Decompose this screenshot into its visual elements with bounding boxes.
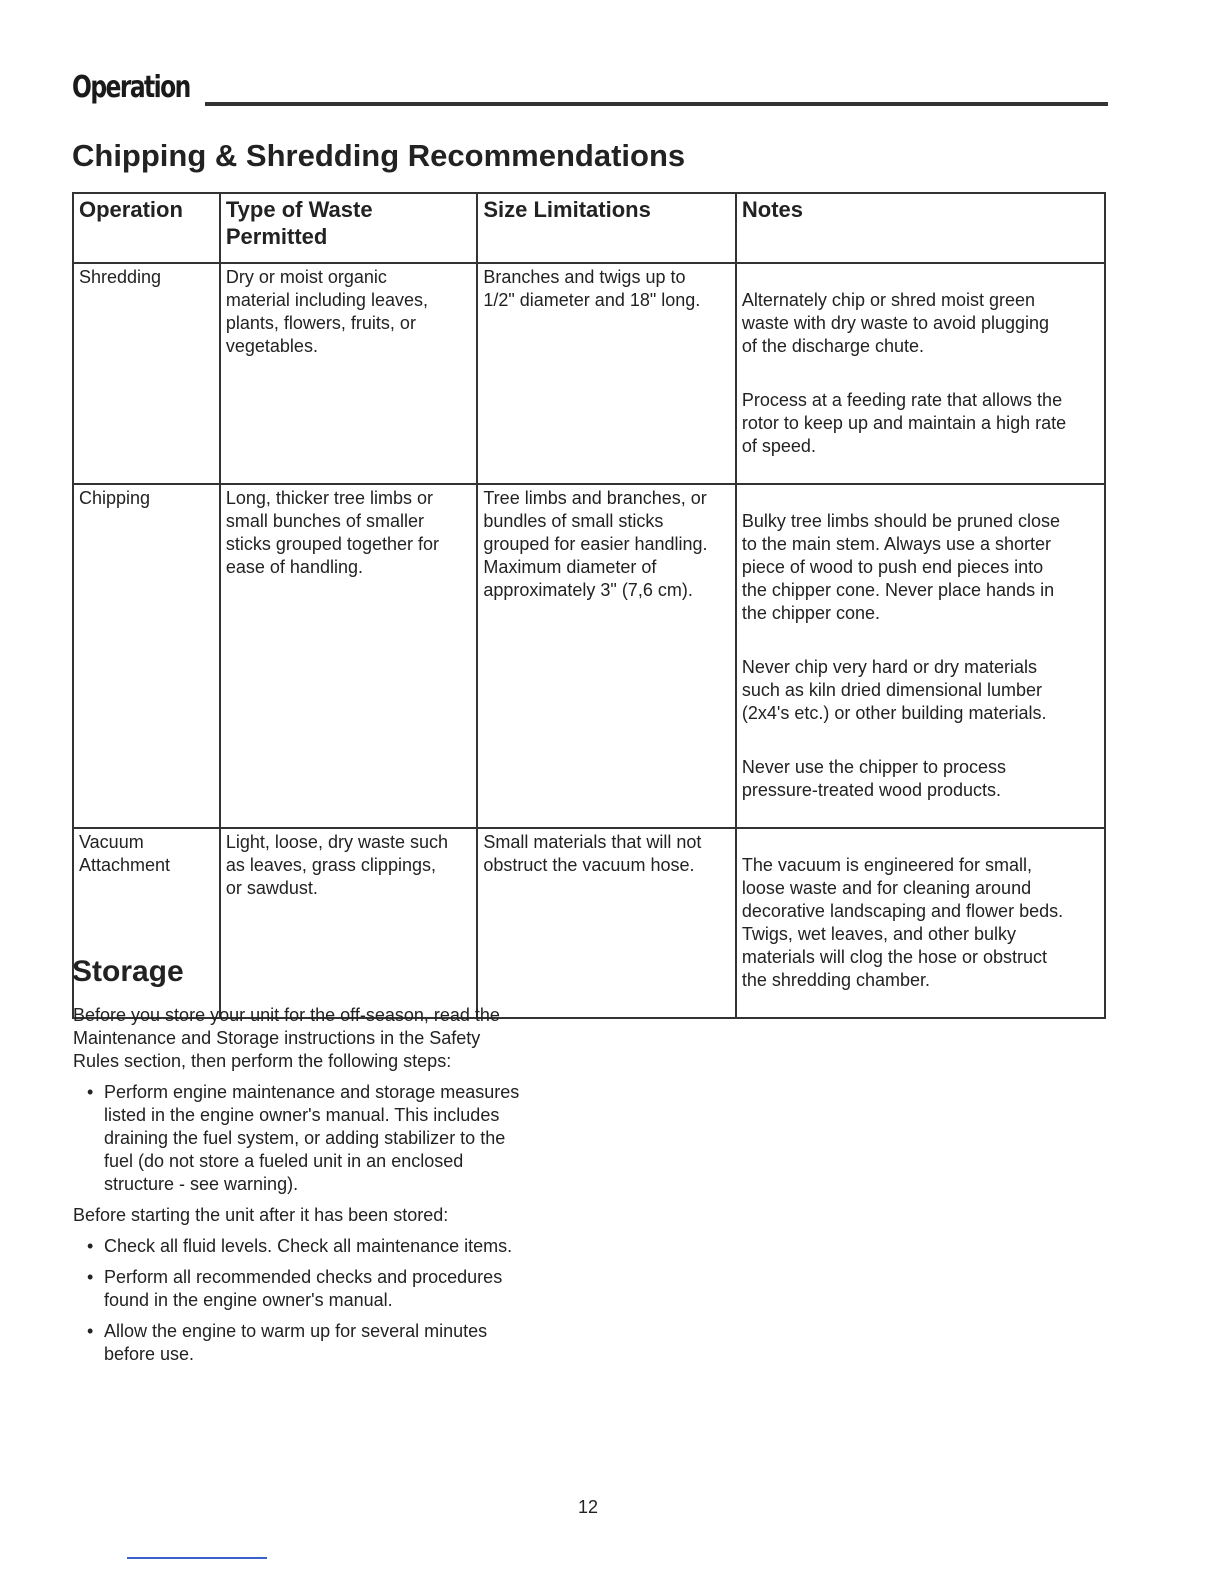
table-row: [73, 484, 1105, 828]
section-title: Operation: [72, 70, 190, 105]
list-item: • Perform engine maintenance and storage measures listed in the engine owner's manual. This includes draining the fuel system, or adding stabilizer to the fuel (do not store a fueled unit in an enclosed structure - see warning).: [73, 1081, 593, 1196]
page-title: Chipping & Shredding Recommendations: [72, 138, 686, 173]
operation-cell: Shredding: [73, 263, 220, 484]
note: Bulky tree limbs should be pruned close to the main stem. Always use a shorter piece of wood to push end pieces into the chipper cone. Never place hands in the chipper cone.: [741, 511, 1061, 623]
page-number: 12: [578, 1497, 599, 1517]
note: Process at a feeding rate that allows the rotor to keep up and maintain a high rate of speed.: [741, 390, 1067, 456]
size-cell: Branches and twigs up to 1/2" diameter and 18" long.: [477, 263, 736, 484]
header-rule: [205, 102, 1108, 106]
storage-steps: [73, 1081, 593, 1196]
column-header: Operation: [73, 193, 220, 263]
list-item: • Allow the engine to warm up for several minutes before use.: [73, 1320, 593, 1366]
storage-intro-2: Before starting the unit after it has been stored:: [73, 1205, 449, 1225]
footer-rule: [127, 1557, 267, 1559]
startup-steps: [73, 1235, 593, 1366]
size-cell: Small materials that will not obstruct the vacuum hose.: [477, 828, 736, 1018]
recommendations-table: [72, 192, 1106, 1019]
column-header: Size Limitations: [477, 193, 736, 263]
storage-section: [73, 1004, 593, 1374]
waste-cell: Long, thicker tree limbs or small bunches of smaller sticks grouped together for ease of handling.: [220, 484, 477, 828]
table-row: [73, 263, 1105, 484]
column-header: Notes: [736, 193, 1105, 263]
notes-cell: [736, 263, 1105, 484]
operation-cell: Chipping: [73, 484, 220, 828]
note: Never chip very hard or dry materials such as kiln dried dimensional lumber (2x4's etc.) or other building materials.: [741, 657, 1047, 723]
table-header-row: [73, 193, 1105, 263]
column-header: Type of Waste Permitted: [220, 193, 477, 263]
waste-cell: Dry or moist organic material including leaves, plants, flowers, fruits, or vegetables.: [220, 263, 477, 484]
size-cell: Tree limbs and branches, or bundles of small sticks grouped for easier handling. Maximum diameter of approximately 3" (7,6 cm).: [477, 484, 736, 828]
note: The vacuum is engineered for small, loose waste and for cleaning around decorative landscaping and flower beds. Twigs, wet leaves, and other bulky materials will clog the hose or obstruct the shredding chamber.: [741, 855, 1064, 990]
notes-cell: [736, 828, 1105, 1018]
list-item: • Check all fluid levels. Check all maintenance items.: [73, 1235, 593, 1258]
note: Never use the chipper to process pressure-treated wood products.: [741, 757, 1007, 800]
storage-intro: Before you store your unit for the off-season, read the Maintenance and Storage instructions in the Safety Rules section, then perform the following steps:: [73, 1005, 500, 1071]
operation-cell: Vacuum Attachment: [73, 828, 220, 1018]
storage-heading: Storage: [72, 955, 184, 988]
waste-cell: Light, loose, dry waste such as leaves, grass clippings, or sawdust.: [220, 828, 477, 1018]
note: Alternately chip or shred moist green waste with dry waste to avoid plugging of the discharge chute.: [741, 290, 1050, 356]
section-header: [72, 70, 1108, 110]
notes-cell: [736, 484, 1105, 828]
table-row: [73, 828, 1105, 1018]
list-item: • Perform all recommended checks and procedures found in the engine owner's manual.: [73, 1266, 593, 1312]
